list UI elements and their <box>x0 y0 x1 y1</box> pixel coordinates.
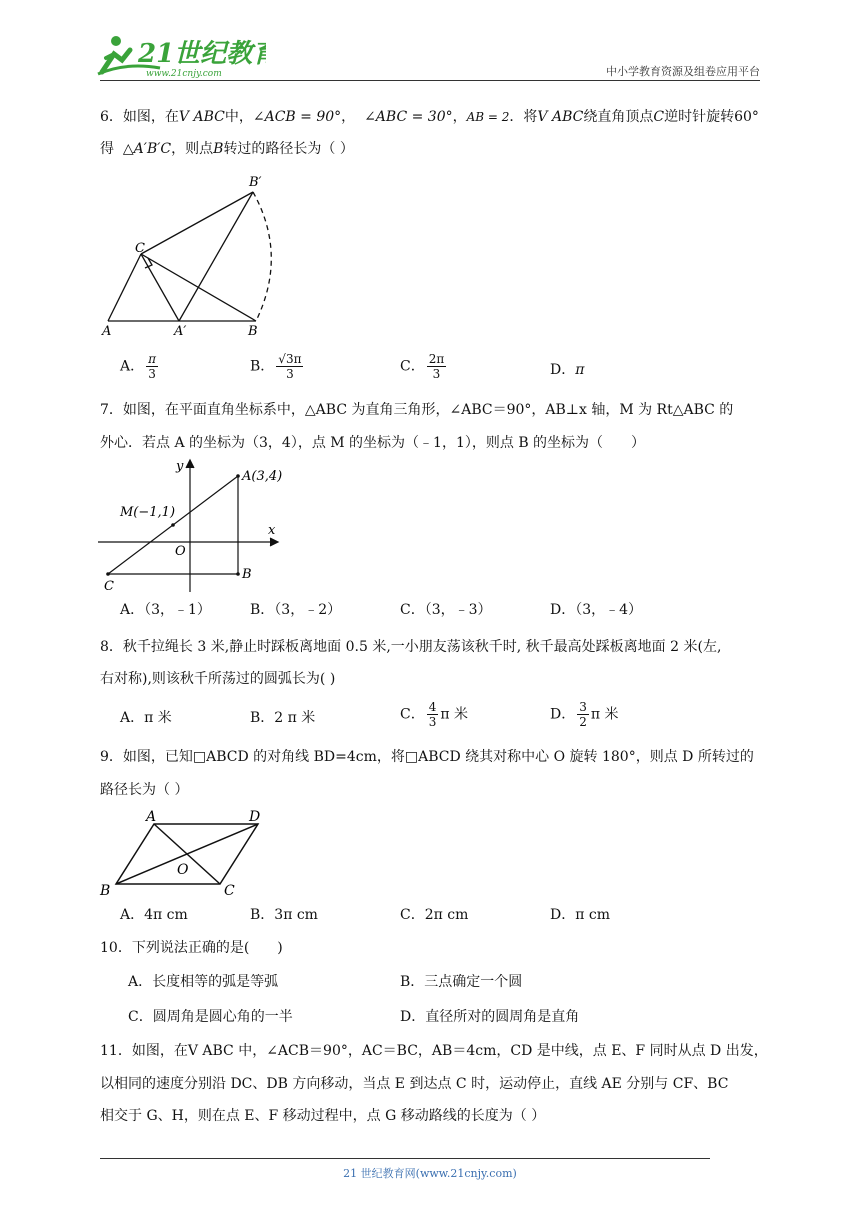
q7-label-m: M(−1,1) <box>120 505 176 520</box>
q7-label-a: A(3,4) <box>242 469 283 484</box>
footer-divider <box>100 1158 710 1159</box>
q8-option-d[interactable]: D． $\frac{3}{2}$ π 米 <box>550 700 619 729</box>
q6-label-bprime: B′ <box>249 175 262 190</box>
q10-option-c[interactable]: C．圆周角是圆心角的一半 <box>128 1009 293 1025</box>
q7-line2: 外心．若点 A 的坐标为（3，4），点 M 的坐标为（﹣1，1），则点 B 的坐标为（ ） <box>100 435 646 451</box>
q8-line1: 8．秋千拉绳长 3 米,静止时踩板离地面 0.5 米,一小朋友荡该秋千时, 秋千最高处踩板离地面 2 米(左, <box>100 639 722 655</box>
q10-option-d[interactable]: D．直径所对的圆周角是直角 <box>400 1009 580 1025</box>
q6-label-b: B <box>248 324 258 339</box>
logo-url: www.21cnjy.com <box>146 69 222 79</box>
q8-option-b[interactable]: B．2 π 米 <box>250 710 316 726</box>
q9-line2: 路径长为（ ） <box>100 782 189 798</box>
q6-option-b[interactable]: B． $\frac{√3\pi}{3}$ <box>250 352 302 381</box>
q7-figure <box>98 458 288 593</box>
q7-line1: 7．如图，在平面直角坐标系中，△ABC 为直角三角形，∠ABC＝90°，AB⊥x 轴，M 为 Rt△ABC 的 <box>100 402 734 418</box>
q9-label-b: B <box>100 883 111 898</box>
q11-line3: 相交于 G、H，则在点 E、F 移动过程中，点 G 移动路线的长度为（ ） <box>100 1108 546 1124</box>
q6-label-a: A <box>102 324 112 339</box>
q9-label-c: C <box>224 883 235 898</box>
q6-option-a[interactable]: A． $\frac{\pi}{3}$ <box>120 352 157 381</box>
q9-option-b[interactable]: B．3π cm <box>250 907 318 923</box>
q10-line1: 10．下列说法正确的是( ) <box>100 940 283 956</box>
q7-option-d[interactable]: D．（3，﹣4） <box>550 602 643 618</box>
q9-label-a: A <box>146 809 157 825</box>
q9-label-o: O <box>177 862 189 878</box>
footer-link[interactable]: 21 世纪教育网(www.21cnjy.com) <box>343 1167 517 1180</box>
q6-option-c[interactable]: C． $\frac{2\pi}{3}$ <box>400 352 445 381</box>
logo-runner-icon <box>96 32 266 80</box>
q6-label-aprime: A′ <box>174 324 187 339</box>
q9-label-d: D <box>249 809 261 825</box>
q8-option-a[interactable]: A．π 米 <box>120 710 172 726</box>
q9-figure <box>96 806 276 898</box>
platform-name: 中小学教育资源及组卷应用平台 <box>606 65 760 78</box>
q9-option-c[interactable]: C．2π cm <box>400 907 469 923</box>
q10-option-a[interactable]: A．长度相等的弧是等弧 <box>128 974 279 990</box>
q7-label-b: B <box>242 567 252 582</box>
q6-line1: 6．如图，在V ABC中，∠ACB = 90°， ∠ABC = 30°，AB = 2．将V ABC绕直角顶点C逆时针旋转60° <box>100 109 759 125</box>
q9-option-a[interactable]: A．4π cm <box>120 907 188 923</box>
logo-text: 21世纪教育 <box>138 39 266 69</box>
q8-option-c[interactable]: C． $\frac{4}{3}$ π 米 <box>400 700 469 729</box>
q9-option-d[interactable]: D．π cm <box>550 907 610 923</box>
q8-line2: 右对称),则该秋千所荡过的圆弧长为( ) <box>100 671 336 687</box>
header-logo <box>96 32 266 80</box>
q6-option-d[interactable]: D．π <box>550 362 585 378</box>
q6-line2: 得 △A′B′C，则点B转过的路径长为（ ） <box>100 141 354 157</box>
q7-label-o: O <box>175 544 186 559</box>
q7-label-x: x <box>268 523 276 538</box>
q6-label-c: C <box>135 241 145 256</box>
q9-line1: 9．如图，已知□ABCD 的对角线 BD=4cm，将□ABCD 绕其对称中心 O 旋转 180°，则点 D 所转过的 <box>100 749 754 765</box>
q7-label-c: C <box>104 579 114 593</box>
q7-option-a[interactable]: A．（3，﹣1） <box>120 602 211 618</box>
header-divider <box>100 80 760 81</box>
q11-line1: 11．如图，在V ABC 中，∠ACB＝90°，AC＝BC，AB＝4cm，CD 是中线，点 E、F 同时从点 D 出发， <box>100 1043 768 1059</box>
q6-figure <box>98 170 278 340</box>
q7-option-b[interactable]: B．（3，﹣2） <box>250 602 342 618</box>
q10-option-b[interactable]: B．三点确定一个圆 <box>400 974 523 990</box>
q7-label-y: y <box>176 459 184 474</box>
q11-line2: 以相同的速度分别沿 DC、DB 方向移动，当点 E 到达点 C 时，运动停止，直线 AE 分别与 CF、BC <box>100 1076 729 1092</box>
q7-option-c[interactable]: C．（3，﹣3） <box>400 602 492 618</box>
